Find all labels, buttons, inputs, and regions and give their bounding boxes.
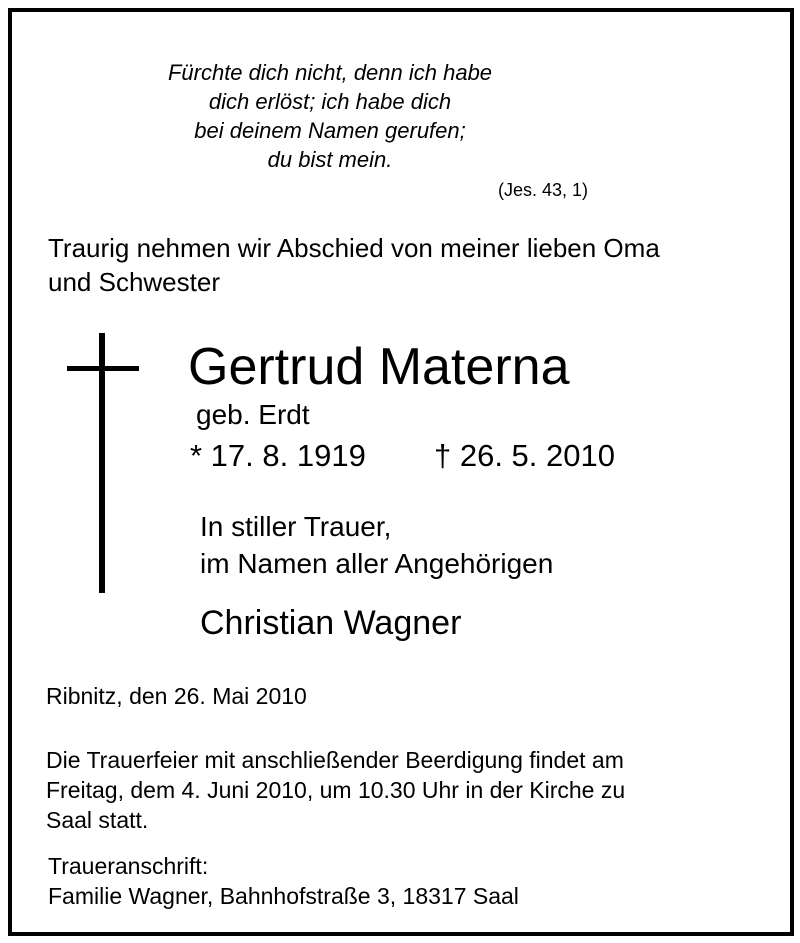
verse-line: dich erlöst; ich habe dich	[208, 89, 452, 114]
mourners-line: im Namen aller Angehörigen	[200, 548, 554, 579]
address-value: Familie Wagner, Bahnhofstraße 3, 18317 Saal	[48, 883, 519, 909]
maiden-name: geb. Erdt	[196, 399, 310, 430]
cross-icon-bar	[67, 366, 139, 371]
death-date: † 26. 5. 2010	[434, 438, 615, 473]
verse-reference: (Jes. 43, 1)	[498, 180, 589, 200]
verse-line: bei deinem Namen gerufen;	[194, 118, 466, 143]
mourners-text	[200, 508, 553, 582]
funeral-line: Saal statt.	[46, 807, 149, 833]
mourning-address	[48, 851, 519, 911]
intro-line: Traurig nehmen wir Abschied von meiner lieben Oma	[48, 233, 660, 263]
birth-date: * 17. 8. 1919	[190, 438, 366, 473]
bible-verse	[150, 58, 510, 174]
verse-line: du bist mein.	[267, 147, 393, 172]
mourners-line: In stiller Trauer,	[200, 511, 392, 542]
deceased-name: Gertrud Materna	[188, 338, 570, 396]
cross-icon	[99, 333, 105, 593]
verse-line: Fürchte dich nicht, denn ich habe	[167, 60, 493, 85]
funeral-line: Freitag, dem 4. Juni 2010, um 10.30 Uhr in der Kirche zu	[46, 777, 626, 803]
intro-text	[48, 231, 660, 299]
funeral-info	[46, 745, 625, 835]
address-label: Traueranschrift:	[48, 853, 209, 879]
place-date: Ribnitz, den 26. Mai 2010	[46, 683, 307, 709]
signer-name: Christian Wagner	[200, 604, 462, 642]
intro-line: und Schwester	[48, 267, 220, 297]
funeral-line: Die Trauerfeier mit anschließender Beerdigung findet am	[46, 747, 624, 773]
